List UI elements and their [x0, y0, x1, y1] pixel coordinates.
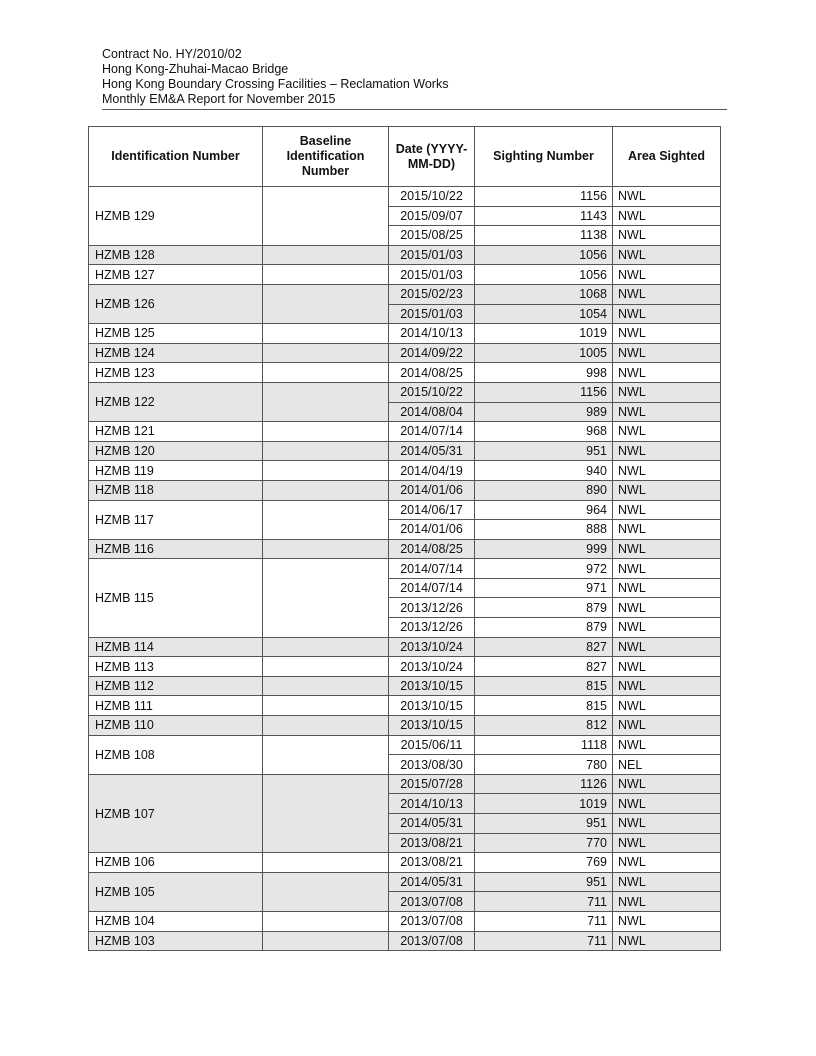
sighting-number-cell: 769 — [475, 853, 613, 873]
baseline-cell — [263, 853, 389, 873]
sighting-number-cell: 1118 — [475, 735, 613, 755]
table-row — [89, 343, 721, 363]
table-row — [89, 187, 721, 207]
area-sighted-cell: NWL — [613, 480, 721, 500]
area-sighted-cell: NWL — [613, 343, 721, 363]
identification-cell: HZMB 105 — [89, 872, 263, 911]
date-cell: 2015/09/07 — [389, 206, 475, 226]
date-cell: 2014/01/06 — [389, 480, 475, 500]
date-cell: 2014/09/22 — [389, 343, 475, 363]
sighting-number-cell: 1126 — [475, 774, 613, 794]
sighting-number-cell: 1019 — [475, 324, 613, 344]
baseline-cell — [263, 872, 389, 911]
table-row — [89, 637, 721, 657]
identification-cell: HZMB 126 — [89, 284, 263, 323]
area-sighted-cell: NWL — [613, 187, 721, 207]
date-cell: 2014/10/13 — [389, 324, 475, 344]
date-cell: 2014/08/25 — [389, 539, 475, 559]
sighting-number-cell: 1054 — [475, 304, 613, 324]
area-sighted-cell: NWL — [613, 265, 721, 285]
table-body — [89, 187, 721, 951]
sighting-number-cell: 989 — [475, 402, 613, 422]
date-cell: 2013/08/21 — [389, 853, 475, 873]
sighting-number-cell: 951 — [475, 814, 613, 834]
baseline-cell — [263, 461, 389, 481]
table-row — [89, 324, 721, 344]
date-cell: 2014/07/14 — [389, 578, 475, 598]
identification-cell: HZMB 119 — [89, 461, 263, 481]
baseline-cell — [263, 284, 389, 323]
report-title: Monthly EM&A Report for November 2015 — [102, 92, 336, 106]
date-cell: 2013/07/08 — [389, 892, 475, 912]
identification-cell: HZMB 104 — [89, 911, 263, 931]
baseline-cell — [263, 637, 389, 657]
area-sighted-cell: NWL — [613, 814, 721, 834]
col-header-identification: Identification Number — [89, 127, 263, 187]
area-sighted-cell: NWL — [613, 422, 721, 442]
area-sighted-cell: NWL — [613, 911, 721, 931]
sighting-number-cell: 815 — [475, 696, 613, 716]
area-sighted-cell: NWL — [613, 245, 721, 265]
area-sighted-cell: NWL — [613, 578, 721, 598]
identification-cell: HZMB 113 — [89, 657, 263, 677]
col-header-area: Area Sighted — [613, 127, 721, 187]
table-row — [89, 422, 721, 442]
table-row — [89, 539, 721, 559]
sighting-number-cell: 972 — [475, 559, 613, 579]
baseline-cell — [263, 716, 389, 736]
baseline-cell — [263, 539, 389, 559]
date-cell: 2014/07/14 — [389, 422, 475, 442]
sighting-number-cell: 951 — [475, 441, 613, 461]
area-sighted-cell: NWL — [613, 284, 721, 304]
table-row — [89, 265, 721, 285]
sighting-number-cell: 1019 — [475, 794, 613, 814]
sighting-number-cell: 770 — [475, 833, 613, 853]
col-header-date: Date (YYYY-MM-DD) — [389, 127, 475, 187]
area-sighted-cell: NWL — [613, 304, 721, 324]
date-cell: 2015/06/11 — [389, 735, 475, 755]
sighting-number-cell: 1143 — [475, 206, 613, 226]
date-cell: 2013/10/15 — [389, 696, 475, 716]
area-sighted-cell: NEL — [613, 755, 721, 775]
sighting-number-cell: 780 — [475, 755, 613, 775]
sighting-number-cell: 1156 — [475, 187, 613, 207]
date-cell: 2014/05/31 — [389, 441, 475, 461]
date-cell: 2013/07/08 — [389, 931, 475, 951]
baseline-cell — [263, 657, 389, 677]
area-sighted-cell: NWL — [613, 206, 721, 226]
baseline-cell — [263, 441, 389, 461]
date-cell: 2013/10/15 — [389, 716, 475, 736]
table-row — [89, 657, 721, 677]
identification-cell: HZMB 107 — [89, 774, 263, 852]
sighting-number-cell: 827 — [475, 657, 613, 677]
identification-cell: HZMB 118 — [89, 480, 263, 500]
identification-cell: HZMB 120 — [89, 441, 263, 461]
area-sighted-cell: NWL — [613, 853, 721, 873]
date-cell: 2013/10/24 — [389, 637, 475, 657]
sighting-number-cell: 879 — [475, 598, 613, 618]
table-row — [89, 676, 721, 696]
sighting-number-cell: 815 — [475, 676, 613, 696]
identification-cell: HZMB 103 — [89, 931, 263, 951]
table-row — [89, 480, 721, 500]
area-sighted-cell: NWL — [613, 363, 721, 383]
date-cell: 2014/05/31 — [389, 814, 475, 834]
area-sighted-cell: NWL — [613, 833, 721, 853]
area-sighted-cell: NWL — [613, 382, 721, 402]
table-row — [89, 853, 721, 873]
sighting-number-cell: 998 — [475, 363, 613, 383]
date-cell: 2014/04/19 — [389, 461, 475, 481]
table-row — [89, 872, 721, 892]
table-header-row — [89, 127, 721, 187]
baseline-cell — [263, 931, 389, 951]
baseline-cell — [263, 324, 389, 344]
date-cell: 2013/08/21 — [389, 833, 475, 853]
area-sighted-cell: NWL — [613, 657, 721, 677]
area-sighted-cell: NWL — [613, 618, 721, 638]
table-row — [89, 245, 721, 265]
date-cell: 2014/08/04 — [389, 402, 475, 422]
identification-cell: HZMB 123 — [89, 363, 263, 383]
area-sighted-cell: NWL — [613, 402, 721, 422]
baseline-cell — [263, 382, 389, 421]
area-sighted-cell: NWL — [613, 539, 721, 559]
sighting-number-cell: 1005 — [475, 343, 613, 363]
sighting-number-cell: 888 — [475, 520, 613, 540]
identification-cell: HZMB 111 — [89, 696, 263, 716]
identification-cell: HZMB 129 — [89, 187, 263, 246]
sighting-number-cell: 971 — [475, 578, 613, 598]
date-cell: 2013/07/08 — [389, 911, 475, 931]
area-sighted-cell: NWL — [613, 520, 721, 540]
date-cell: 2013/10/15 — [389, 676, 475, 696]
date-cell: 2013/08/30 — [389, 755, 475, 775]
area-sighted-cell: NWL — [613, 441, 721, 461]
sighting-number-cell: 827 — [475, 637, 613, 657]
sighting-number-cell: 951 — [475, 872, 613, 892]
identification-cell: HZMB 115 — [89, 559, 263, 637]
area-sighted-cell: NWL — [613, 598, 721, 618]
date-cell: 2015/01/03 — [389, 265, 475, 285]
area-sighted-cell: NWL — [613, 735, 721, 755]
table-row — [89, 911, 721, 931]
sighting-table — [88, 126, 721, 951]
date-cell: 2014/01/06 — [389, 520, 475, 540]
identification-cell: HZMB 121 — [89, 422, 263, 442]
baseline-cell — [263, 480, 389, 500]
col-header-baseline: Baseline Identification Number — [263, 127, 389, 187]
area-sighted-cell: NWL — [613, 500, 721, 520]
date-cell: 2015/10/22 — [389, 382, 475, 402]
project-name: Hong Kong-Zhuhai-Macao Bridge — [102, 62, 289, 76]
baseline-cell — [263, 422, 389, 442]
identification-cell: HZMB 110 — [89, 716, 263, 736]
sighting-number-cell: 1056 — [475, 265, 613, 285]
contract-number: Contract No. HY/2010/02 — [102, 47, 242, 61]
date-cell: 2015/02/23 — [389, 284, 475, 304]
sighting-number-cell: 964 — [475, 500, 613, 520]
area-sighted-cell: NWL — [613, 794, 721, 814]
sighting-number-cell: 879 — [475, 618, 613, 638]
table-row — [89, 774, 721, 794]
area-sighted-cell: NWL — [613, 676, 721, 696]
identification-cell: HZMB 114 — [89, 637, 263, 657]
baseline-cell — [263, 696, 389, 716]
identification-cell: HZMB 117 — [89, 500, 263, 539]
sighting-number-cell: 711 — [475, 931, 613, 951]
identification-cell: HZMB 127 — [89, 265, 263, 285]
date-cell: 2013/12/26 — [389, 618, 475, 638]
date-cell: 2015/01/03 — [389, 304, 475, 324]
sighting-number-cell: 1056 — [475, 245, 613, 265]
area-sighted-cell: NWL — [613, 872, 721, 892]
identification-cell: HZMB 125 — [89, 324, 263, 344]
identification-cell: HZMB 124 — [89, 343, 263, 363]
baseline-cell — [263, 735, 389, 774]
date-cell: 2013/12/26 — [389, 598, 475, 618]
table-row — [89, 931, 721, 951]
sighting-number-cell: 968 — [475, 422, 613, 442]
area-sighted-cell: NWL — [613, 226, 721, 246]
date-cell: 2014/08/25 — [389, 363, 475, 383]
sighting-number-cell: 1138 — [475, 226, 613, 246]
sighting-number-cell: 812 — [475, 716, 613, 736]
identification-cell: HZMB 112 — [89, 676, 263, 696]
col-header-sighting: Sighting Number — [475, 127, 613, 187]
date-cell: 2015/07/28 — [389, 774, 475, 794]
sighting-number-cell: 940 — [475, 461, 613, 481]
table-row — [89, 363, 721, 383]
report-header — [102, 47, 727, 110]
baseline-cell — [263, 265, 389, 285]
table-row — [89, 696, 721, 716]
table-row — [89, 735, 721, 755]
date-cell: 2014/05/31 — [389, 872, 475, 892]
table-row — [89, 559, 721, 579]
identification-cell: HZMB 116 — [89, 539, 263, 559]
project-subtitle: Hong Kong Boundary Crossing Facilities – Reclamation Works — [102, 77, 449, 91]
table-row — [89, 461, 721, 481]
area-sighted-cell: NWL — [613, 637, 721, 657]
date-cell: 2013/10/24 — [389, 657, 475, 677]
baseline-cell — [263, 559, 389, 637]
area-sighted-cell: NWL — [613, 461, 721, 481]
baseline-cell — [263, 500, 389, 539]
sighting-number-cell: 711 — [475, 911, 613, 931]
table-row — [89, 500, 721, 520]
sighting-number-cell: 1068 — [475, 284, 613, 304]
area-sighted-cell: NWL — [613, 892, 721, 912]
table-row — [89, 284, 721, 304]
date-cell: 2015/10/22 — [389, 187, 475, 207]
sighting-number-cell: 711 — [475, 892, 613, 912]
identification-cell: HZMB 128 — [89, 245, 263, 265]
baseline-cell — [263, 774, 389, 852]
identification-cell: HZMB 108 — [89, 735, 263, 774]
baseline-cell — [263, 911, 389, 931]
date-cell: 2014/06/17 — [389, 500, 475, 520]
table-row — [89, 716, 721, 736]
date-cell: 2015/08/25 — [389, 226, 475, 246]
sighting-number-cell: 1156 — [475, 382, 613, 402]
identification-cell: HZMB 122 — [89, 382, 263, 421]
baseline-cell — [263, 676, 389, 696]
baseline-cell — [263, 187, 389, 246]
baseline-cell — [263, 363, 389, 383]
table-row — [89, 382, 721, 402]
area-sighted-cell: NWL — [613, 716, 721, 736]
sighting-number-cell: 999 — [475, 539, 613, 559]
date-cell: 2015/01/03 — [389, 245, 475, 265]
baseline-cell — [263, 343, 389, 363]
area-sighted-cell: NWL — [613, 324, 721, 344]
area-sighted-cell: NWL — [613, 559, 721, 579]
baseline-cell — [263, 245, 389, 265]
area-sighted-cell: NWL — [613, 696, 721, 716]
identification-cell: HZMB 106 — [89, 853, 263, 873]
table-row — [89, 441, 721, 461]
area-sighted-cell: NWL — [613, 774, 721, 794]
area-sighted-cell: NWL — [613, 931, 721, 951]
date-cell: 2014/10/13 — [389, 794, 475, 814]
sighting-number-cell: 890 — [475, 480, 613, 500]
date-cell: 2014/07/14 — [389, 559, 475, 579]
